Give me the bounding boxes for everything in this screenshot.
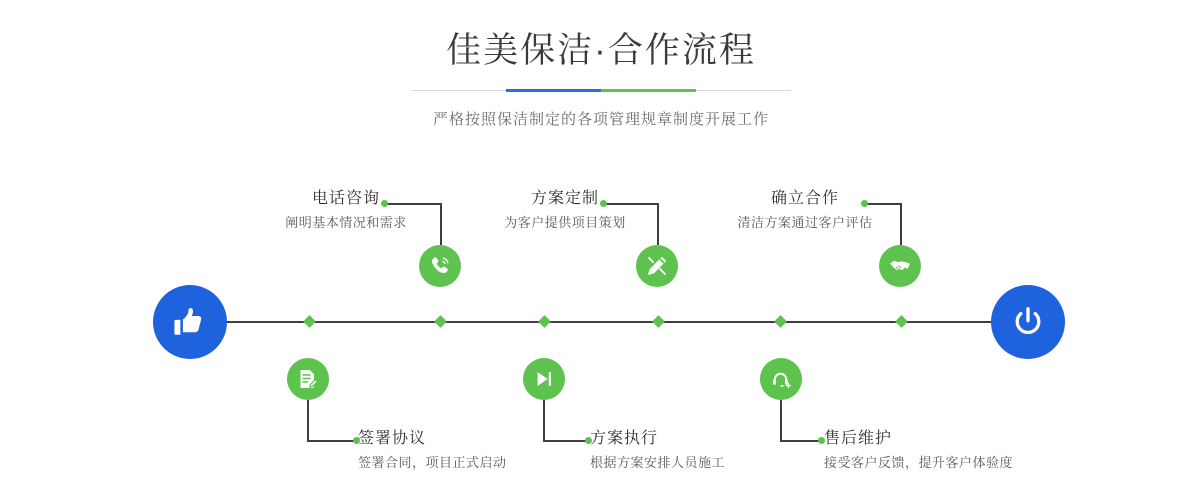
axis-marker xyxy=(434,315,447,328)
step-title-6: 售后维护 xyxy=(824,430,893,447)
step-title-1: 电话咨询 xyxy=(311,190,380,207)
step-desc-3: 为客户提供项目策划 xyxy=(504,215,626,230)
step-title-2: 签署协议 xyxy=(358,430,427,447)
step-title-5: 确立合作 xyxy=(770,190,839,207)
connector-vertical xyxy=(543,400,545,442)
step-node-4 xyxy=(523,358,565,400)
headset-support-icon xyxy=(770,368,793,391)
pen-ruler-icon xyxy=(645,254,669,278)
connector-horizontal xyxy=(543,440,589,442)
step-desc-1: 阐明基本情况和需求 xyxy=(285,215,407,230)
step-label-4 xyxy=(590,428,725,473)
step-node-2 xyxy=(287,358,329,400)
document-edit-icon xyxy=(296,367,320,391)
step-desc-4: 根据方案安排人员施工 xyxy=(590,455,726,470)
axis-marker xyxy=(774,315,787,328)
handshake-icon xyxy=(888,254,912,278)
connector-vertical xyxy=(307,400,309,442)
step-desc-2: 签署合同，项目正式启动 xyxy=(358,455,507,470)
connector-horizontal xyxy=(780,440,822,442)
step-node-6 xyxy=(760,358,802,400)
step-node-1 xyxy=(419,245,461,287)
axis-marker xyxy=(652,315,665,328)
step-label-2 xyxy=(358,428,507,473)
axis-marker xyxy=(538,315,551,328)
step-node-5 xyxy=(879,245,921,287)
timeline-start-node xyxy=(153,285,227,359)
step-desc-5: 清洁方案通过客户评估 xyxy=(737,215,873,230)
connector-vertical xyxy=(657,203,659,245)
connector-vertical xyxy=(440,203,442,245)
connector-vertical xyxy=(900,203,902,245)
step-title-4: 方案执行 xyxy=(590,430,659,447)
play-forward-icon xyxy=(533,368,555,390)
thumbs-up-icon xyxy=(173,305,207,339)
page-title: 佳美保洁·合作流程 xyxy=(446,31,756,70)
step-label-1 xyxy=(256,188,436,233)
step-title-3: 方案定制 xyxy=(530,190,599,207)
power-icon xyxy=(1010,304,1046,340)
step-desc-6: 接受客户反馈，提升客户体验度 xyxy=(824,455,1014,470)
connector-horizontal xyxy=(307,440,359,442)
step-label-3 xyxy=(475,188,655,233)
axis-marker xyxy=(303,315,316,328)
phone-call-icon xyxy=(428,254,452,278)
page-subtitle: 严格按照保洁制定的各项管理规章制度开展工作 xyxy=(432,111,769,128)
connector-vertical xyxy=(780,400,782,442)
step-label-5 xyxy=(715,188,895,233)
step-node-3 xyxy=(636,245,678,287)
step-label-6 xyxy=(824,428,1013,473)
timeline-end-node xyxy=(991,285,1065,359)
axis-marker xyxy=(895,315,908,328)
